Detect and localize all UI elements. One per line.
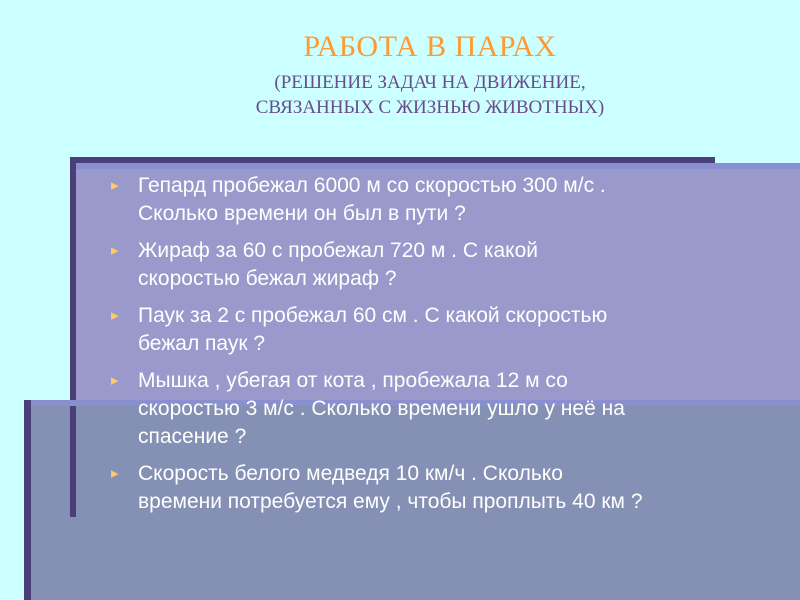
triangle-bullet-icon: ▸: [111, 242, 119, 259]
task-item: [108, 237, 798, 293]
task-text-line: скоростью бежал жираф ?: [138, 267, 397, 290]
task-text-line: бежал паук ?: [138, 332, 266, 355]
task-text-line: Паук за 2 с пробежал 60 см . С какой скоростью: [138, 304, 608, 327]
subtitle-line: (РЕШЕНИЕ ЗАДАЧ НА ДВИЖЕНИЕ,: [274, 72, 586, 93]
task-text-line: Жираф за 60 с пробежал 720 м . С какой: [138, 239, 539, 262]
task-text-line: Скорость белого медведя 10 км/ч . Сколько: [138, 462, 563, 485]
task-item: [108, 302, 798, 358]
task-text-line: Сколько времени он был в пути ?: [138, 202, 466, 225]
task-text-line: Гепард пробежал 6000 м со скоростью 300 м/с .: [138, 174, 606, 197]
task-item: [108, 172, 798, 228]
task-text-line: спасение ?: [138, 425, 247, 448]
slide-title: РАБОТА В ПАРАХ: [303, 30, 557, 63]
task-item: [108, 460, 798, 516]
triangle-bullet-icon: ▸: [111, 465, 119, 482]
task-list: [108, 172, 798, 525]
triangle-bullet-icon: ▸: [111, 177, 119, 194]
subtitle-line: СВЯЗАННЫХ С ЖИЗНЬЮ ЖИВОТНЫХ): [255, 97, 605, 118]
task-text-line: скоростью 3 м/с . Сколько времени ушло у неё на: [138, 397, 625, 420]
task-text-line: времени потребуется ему , чтобы проплыть 40 км ?: [138, 490, 643, 513]
decor-bar-mid-dark: [24, 400, 31, 600]
task-text-line: Мышка , убегая от кота , пробежала 12 м со: [138, 369, 568, 392]
slide-subtitle: [130, 70, 730, 120]
task-item: [108, 367, 798, 451]
decor-bar-left-dark: [70, 157, 76, 517]
decor-bar-top-light: [76, 163, 800, 169]
decor-bar-top-dark: [70, 157, 715, 163]
triangle-bullet-icon: ▸: [111, 372, 119, 389]
triangle-bullet-icon: ▸: [111, 307, 119, 324]
